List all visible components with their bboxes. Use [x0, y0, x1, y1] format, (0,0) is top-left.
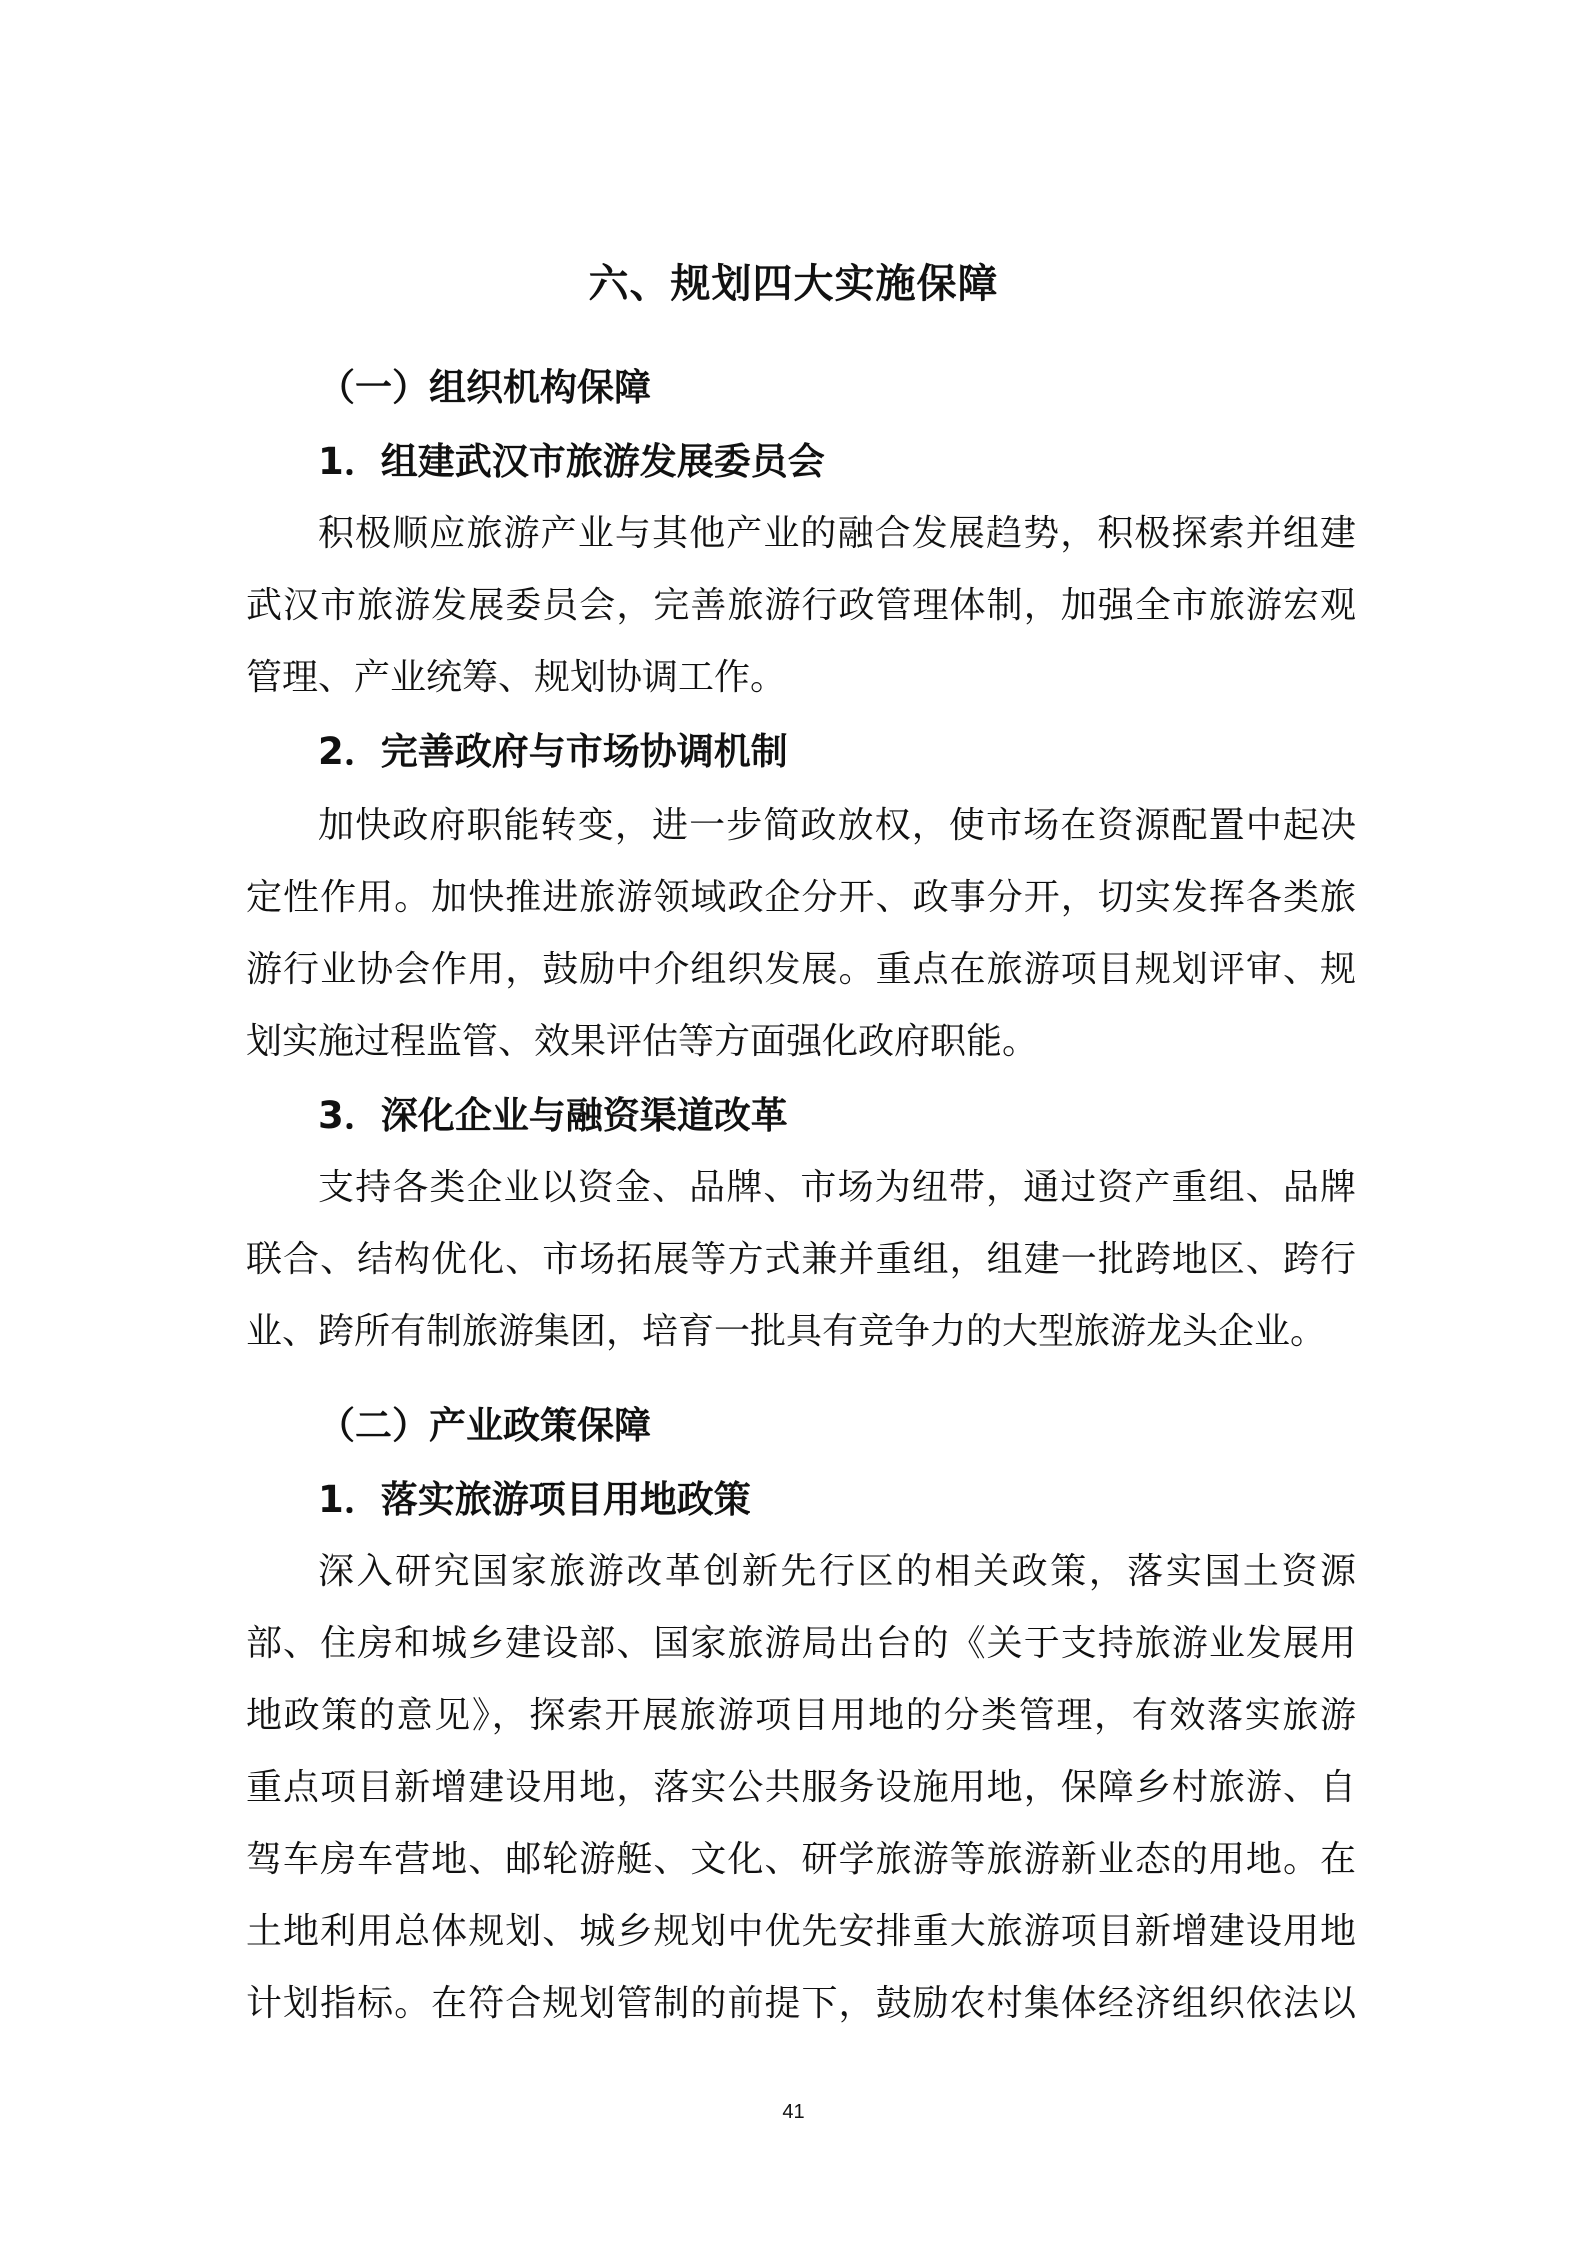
- paragraph-line: 驾车房车营地、邮轮游艇、文化、研学旅游等旅游新业态的用地。在: [246, 1839, 1356, 1880]
- section-heading: （一）组织机构保障: [318, 366, 651, 409]
- paragraph-line: 土地利用总体规划、城乡规划中优先安排重大旅游项目新增建设用地: [246, 1911, 1356, 1952]
- paragraph-line: 部、住房和城乡建设部、国家旅游局出台的《关于支持旅游业发展用: [246, 1623, 1356, 1664]
- paragraph-line: 联合、结构优化、市场拓展等方式兼并重组，组建一批跨地区、跨行: [246, 1239, 1356, 1280]
- paragraph-line: 游行业协会作用，鼓励中介组织发展。重点在旅游项目规划评审、规: [246, 949, 1356, 990]
- paragraph-line: 重点项目新增建设用地，落实公共服务设施用地，保障乡村旅游、自: [246, 1767, 1356, 1808]
- paragraph-line: 加快政府职能转变，进一步简政放权，使市场在资源配置中起决: [318, 805, 1356, 846]
- paragraph-line: 支持各类企业以资金、品牌、市场为纽带，通过资产重组、品牌: [318, 1167, 1356, 1208]
- subsection-heading: 1．组建武汉市旅游发展委员会: [318, 440, 825, 483]
- section-heading: （二）产业政策保障: [318, 1404, 651, 1447]
- paragraph-line: 业、跨所有制旅游集团，培育一批具有竞争力的大型旅游龙头企业。: [246, 1311, 1327, 1352]
- page-number: 41: [782, 2101, 805, 2123]
- paragraph-line: 定性作用。加快推进旅游领域政企分开、政事分开，切实发挥各类旅: [246, 877, 1356, 918]
- paragraph-line: 管理、产业统筹、规划协调工作。: [246, 657, 787, 698]
- paragraph-line: 深入研究国家旅游改革创新先行区的相关政策，落实国土资源: [318, 1551, 1356, 1592]
- paragraph-line: 地政策的意见》，探索开展旅游项目用地的分类管理，有效落实旅游: [246, 1695, 1356, 1736]
- subsection-heading: 2．完善政府与市场协调机制: [318, 730, 788, 773]
- subsection-heading: 3．深化企业与融资渠道改革: [318, 1094, 788, 1137]
- paragraph-line: 武汉市旅游发展委员会，完善旅游行政管理体制，加强全市旅游宏观: [246, 585, 1356, 626]
- subsection-heading: 1．落实旅游项目用地政策: [318, 1478, 751, 1521]
- paragraph-line: 划实施过程监管、效果评估等方面强化政府职能。: [246, 1021, 1039, 1062]
- paragraph-line: 计划指标。在符合规划管制的前提下，鼓励农村集体经济组织依法以: [246, 1983, 1356, 2024]
- paragraph-line: 积极顺应旅游产业与其他产业的融合发展趋势，积极探索并组建: [318, 513, 1356, 554]
- page-title: 六、规划四大实施保障: [588, 261, 999, 307]
